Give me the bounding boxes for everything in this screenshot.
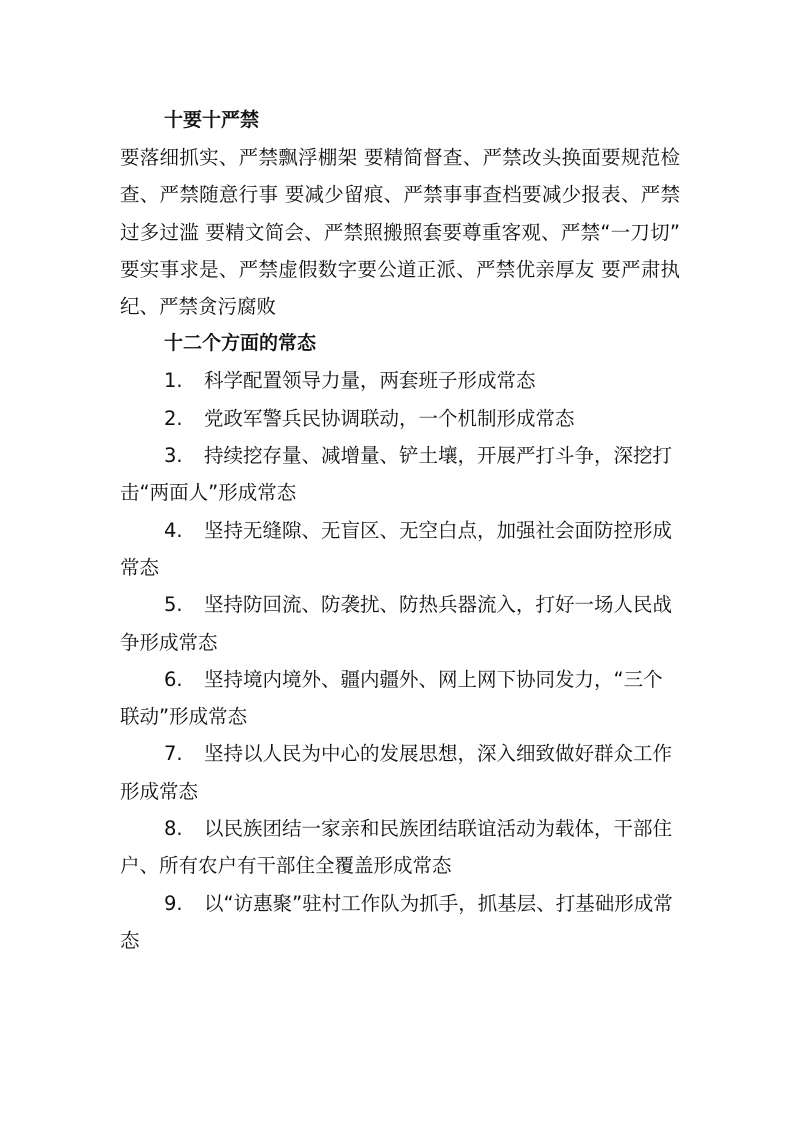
list-item-text: 以“访惠聚”驻村工作队为抓手，抓基层、打基础形成常态 (120, 891, 673, 952)
list-item-text: 坚持以人民为中心的发展思想，深入细致做好群众工作形成常态 (120, 742, 673, 803)
list-item-number: 7. (164, 742, 183, 766)
list-item-text: 坚持无缝隙、无盲区、无空白点，加强社会面防控形成常态 (120, 518, 673, 579)
list-item-number: 9. (164, 891, 183, 915)
section-body-ten-musts: 要落细抓实、严禁飘浮棚架 要精简督查、严禁改头换面要规范检查、严禁随意行事 要减少留痕、严禁事事查档要减少报表、严禁过多过滥 要精文简会、严禁照搬照套要尊重客观、严禁“一刀切” 要实事求是、严禁虚假数字要公道正派、严禁优亲厚友 要严肃执纪、严禁贪污腐败 (120, 146, 680, 319)
list-item-number: 8. (164, 817, 183, 841)
list-item (120, 586, 680, 661)
list-item-text: 持续挖存量、减增量、铲土壤，开展严打斗争，深挖打击“两面人”形成常态 (120, 444, 673, 505)
list-item (120, 661, 680, 736)
list-item-number: 6. (164, 667, 183, 691)
section-title-twelve-norms: 十二个方面的常态 (164, 332, 317, 355)
list-item-number: 4. (164, 518, 183, 542)
list-item-text: 以民族团结一家亲和民族团结联谊活动为载体，干部住户、所有农户有干部住全覆盖形成常态 (120, 817, 673, 878)
list-item (120, 362, 680, 399)
list-item (120, 437, 680, 512)
list-item (120, 810, 680, 885)
list-item (120, 885, 680, 960)
list-item-number: 5. (164, 593, 183, 617)
list-item-text: 党政军警兵民协调联动，一个机制形成常态 (204, 406, 575, 430)
list-item-text: 坚持境内境外、疆内疆外、网上网下协同发力，“三个联动”形成常态 (120, 667, 663, 729)
list-item-number: 2. (164, 406, 183, 430)
list-item-number: 1. (164, 369, 183, 393)
list-item-text: 坚持防回流、防袭扰、防热兵器流入，打好一场人民战争形成常态 (120, 593, 673, 654)
document-content (120, 102, 680, 959)
list-item-text: 科学配置领导力量，两套班子形成常态 (204, 369, 536, 393)
list-item (120, 512, 680, 587)
list-item (120, 400, 680, 437)
list-item (120, 735, 680, 810)
section-title-ten-musts: 十要十严禁 (164, 109, 260, 131)
list-item-number: 3. (164, 444, 183, 468)
